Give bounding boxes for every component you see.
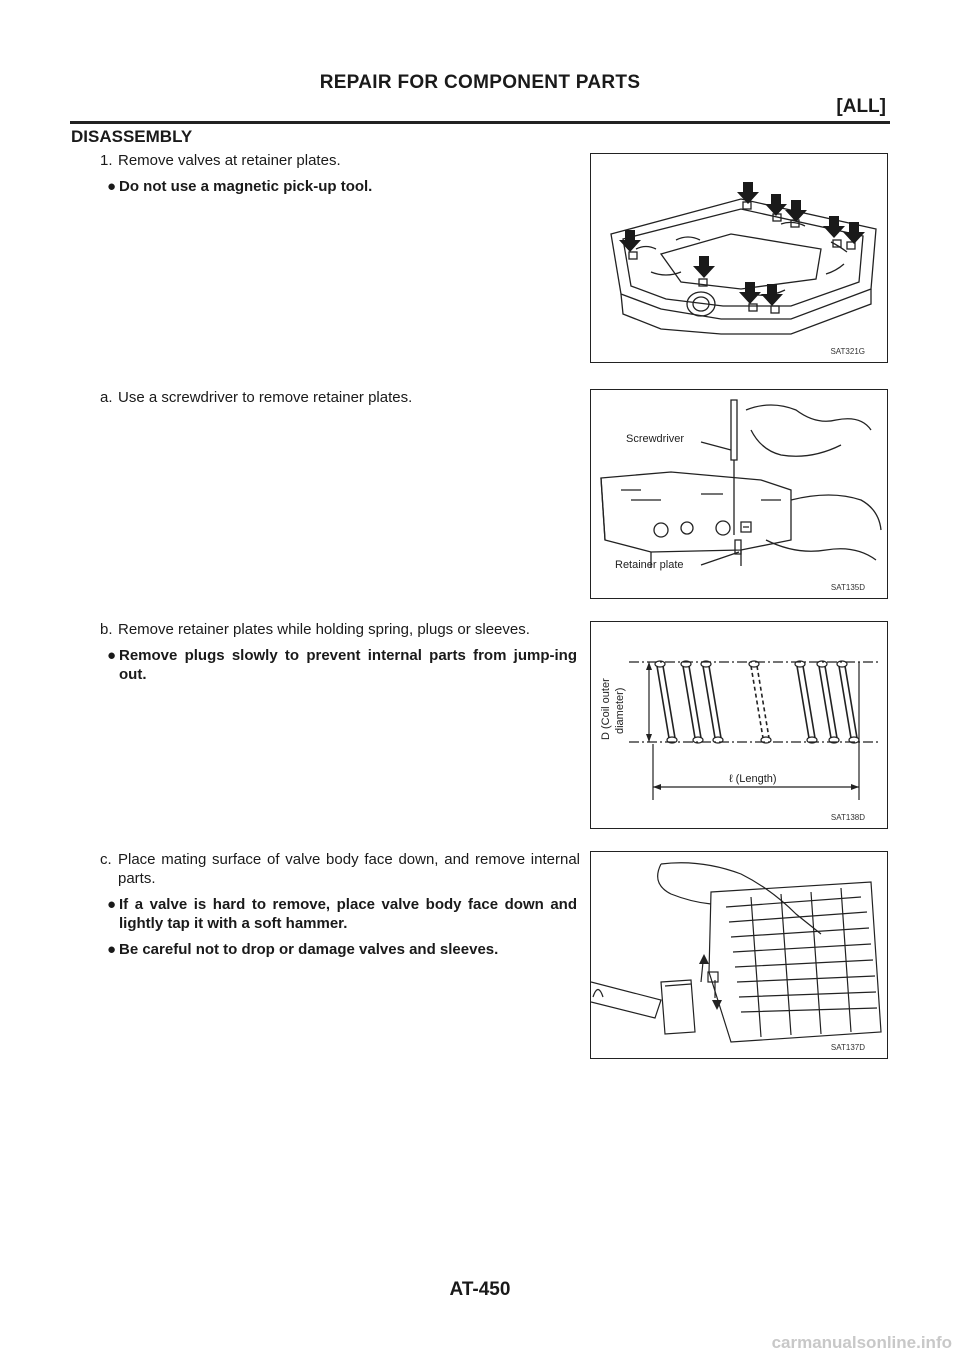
step-c-label: c. [100,851,112,868]
dimension-length: ℓ (Length) [729,773,777,785]
bullet-text: Do not use a magnetic pick-up tool. [119,178,373,195]
callout-retainer-plate: Retainer plate [615,559,684,571]
page-header-tag: [ALL] [836,96,886,117]
bullet-text: Remove plugs slowly to prevent internal parts from jump-ing out. [119,647,577,683]
figure-screwdriver [590,389,888,599]
bullet-icon: ● [107,647,117,664]
step-c-text: Place mating surface of valve body face down, and remove internal parts. [118,851,580,887]
header-rule [70,121,890,124]
step-c-bullet-1 [107,895,577,933]
spring-illustration [591,622,887,828]
hammer-illustration [591,852,887,1058]
dimension-d-line-2: diameter) [614,687,626,734]
bullet-icon: ● [107,941,117,958]
watermark: carmanualsonline.info [771,1333,952,1352]
step-a [100,388,580,407]
valve-body-illustration [591,154,887,362]
page-number: AT-450 [449,1279,511,1300]
dimension-d-line-1: D (Coil outer [600,678,612,740]
step-1-bullet-1 [107,177,577,196]
callout-screwdriver: Screwdriver [626,433,685,445]
step-a-label: a. [100,389,113,406]
step-c-bullet-2 [107,940,577,959]
section-title: DISASSEMBLY [71,127,193,146]
screwdriver-illustration [591,390,887,598]
step-a-text: Use a screwdriver to remove retainer plates. [118,389,413,406]
step-b-label: b. [100,621,113,638]
figure-code: SAT321G [830,347,865,356]
bullet-text: Be careful not to drop or damage valves and sleeves. [119,941,499,958]
bullet-text: If a valve is hard to remove, place valve body face down and lightly tap it with a soft hammer. [119,896,577,932]
step-1-label: 1. [100,152,113,169]
bullet-icon: ● [107,896,117,913]
step-1-text: Remove valves at retainer plates. [118,152,341,169]
page-header-title: REPAIR FOR COMPONENT PARTS [319,72,641,93]
step-c [100,850,580,888]
step-b-text: Remove retainer plates while holding spring, plugs or sleeves. [118,621,530,638]
figure-valve-body-arrows [590,153,888,363]
figure-hammer-tap [590,851,888,1059]
figure-code: SAT138D [830,813,865,822]
bullet-icon: ● [107,178,117,195]
figure-spring-dimensions [590,621,888,829]
step-b [100,620,580,639]
step-1 [100,151,580,170]
figure-code: SAT137D [830,1043,865,1052]
figure-code: SAT135D [830,583,865,592]
step-b-bullet-1 [107,646,577,684]
